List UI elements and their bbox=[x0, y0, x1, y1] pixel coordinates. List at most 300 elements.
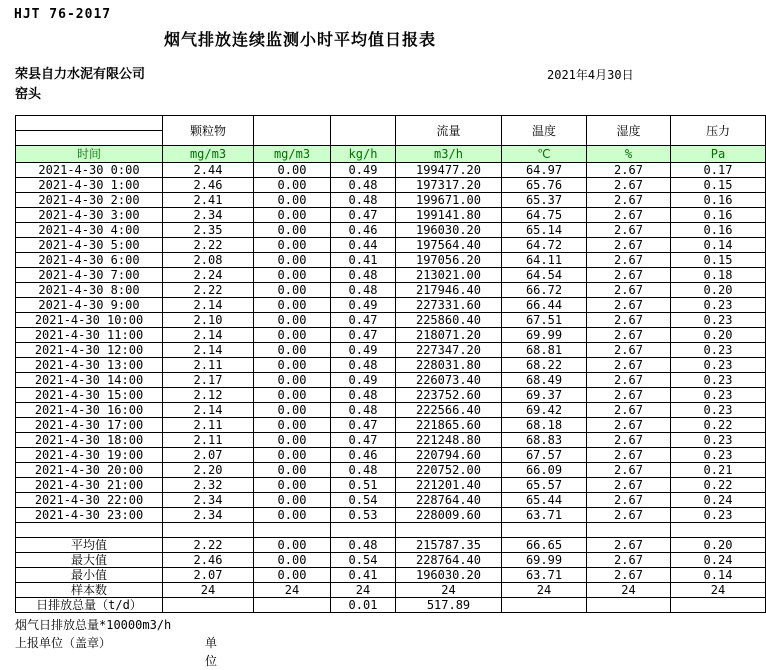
value-cell: 0.15 bbox=[671, 253, 766, 268]
value-cell bbox=[671, 523, 766, 538]
value-cell: 0.23 bbox=[671, 343, 766, 358]
value-cell: 2.11 bbox=[163, 433, 254, 448]
unit-cell-mgm3: mg/m3 bbox=[254, 146, 331, 163]
row-label-cell: 2021-4-30 11:00 bbox=[16, 328, 163, 343]
value-cell: 0.51 bbox=[331, 478, 396, 493]
value-cell: 0.23 bbox=[671, 448, 766, 463]
summary-row bbox=[16, 598, 766, 613]
value-cell bbox=[396, 523, 502, 538]
value-cell: 0.20 bbox=[671, 283, 766, 298]
value-cell bbox=[163, 598, 254, 613]
row-label-cell: 2021-4-30 16:00 bbox=[16, 403, 163, 418]
row-label-cell: 2021-4-30 7:00 bbox=[16, 268, 163, 283]
value-cell: 213021.00 bbox=[396, 268, 502, 283]
value-cell: 0.00 bbox=[254, 508, 331, 523]
value-cell: 228764.40 bbox=[396, 493, 502, 508]
value-cell: 199671.00 bbox=[396, 193, 502, 208]
report-table bbox=[15, 115, 766, 613]
value-cell: 0.53 bbox=[331, 508, 396, 523]
value-cell: 225860.40 bbox=[396, 313, 502, 328]
value-cell: 24 bbox=[671, 583, 766, 598]
value-cell: 2.67 bbox=[587, 178, 671, 193]
value-cell: 2.11 bbox=[163, 358, 254, 373]
value-cell: 0.00 bbox=[254, 358, 331, 373]
value-cell: 66.72 bbox=[502, 283, 587, 298]
value-cell bbox=[502, 523, 587, 538]
value-cell: 199141.80 bbox=[396, 208, 502, 223]
value-cell: 2.22 bbox=[163, 538, 254, 553]
value-cell: 0.00 bbox=[254, 283, 331, 298]
value-cell: 0.00 bbox=[254, 178, 331, 193]
value-cell: 0.22 bbox=[671, 418, 766, 433]
location-name: 窑头 bbox=[15, 87, 42, 102]
value-cell: 68.81 bbox=[502, 343, 587, 358]
value-cell: 2.67 bbox=[587, 448, 671, 463]
value-cell: 2.67 bbox=[587, 163, 671, 178]
value-cell bbox=[331, 523, 396, 538]
value-cell bbox=[254, 598, 331, 613]
summary-row bbox=[16, 538, 766, 553]
value-cell: 0.16 bbox=[671, 223, 766, 238]
value-cell: 66.09 bbox=[502, 463, 587, 478]
row-label-cell: 2021-4-30 13:00 bbox=[16, 358, 163, 373]
value-cell: 2.67 bbox=[587, 358, 671, 373]
value-cell: 0.23 bbox=[671, 388, 766, 403]
value-cell: 228031.80 bbox=[396, 358, 502, 373]
table-row bbox=[16, 208, 766, 223]
row-label-cell bbox=[16, 523, 163, 538]
value-cell: 0.00 bbox=[254, 463, 331, 478]
value-cell: 196030.20 bbox=[396, 223, 502, 238]
value-cell: 2.67 bbox=[587, 193, 671, 208]
row-label-cell: 2021-4-30 6:00 bbox=[16, 253, 163, 268]
value-cell: 0.00 bbox=[254, 253, 331, 268]
value-cell: 0.00 bbox=[254, 343, 331, 358]
table-row bbox=[16, 478, 766, 493]
value-cell: 68.83 bbox=[502, 433, 587, 448]
value-cell: 0.00 bbox=[254, 493, 331, 508]
row-label-cell: 2021-4-30 18:00 bbox=[16, 433, 163, 448]
value-cell: 0.23 bbox=[671, 508, 766, 523]
row-label-cell: 样本数 bbox=[16, 583, 163, 598]
row-label-cell: 2021-4-30 5:00 bbox=[16, 238, 163, 253]
value-cell: 0.23 bbox=[671, 373, 766, 388]
footer-note: 烟气日排放总量*10000m3/h bbox=[15, 618, 172, 632]
summary-row bbox=[16, 553, 766, 568]
unit-cell-celsius: ℃ bbox=[502, 146, 587, 163]
value-cell: 199477.20 bbox=[396, 163, 502, 178]
value-cell: 65.44 bbox=[502, 493, 587, 508]
value-cell: 0.47 bbox=[331, 313, 396, 328]
value-cell: 2.67 bbox=[587, 418, 671, 433]
value-cell: 228009.60 bbox=[396, 508, 502, 523]
row-label-cell: 2021-4-30 9:00 bbox=[16, 298, 163, 313]
value-cell: 0.46 bbox=[331, 223, 396, 238]
value-cell bbox=[502, 598, 587, 613]
value-cell: 0.00 bbox=[254, 373, 331, 388]
value-cell: 63.71 bbox=[502, 568, 587, 583]
value-cell: 0.23 bbox=[671, 433, 766, 448]
row-label-cell: 最小值 bbox=[16, 568, 163, 583]
table-row bbox=[16, 328, 766, 343]
value-cell: 2.67 bbox=[587, 373, 671, 388]
param-header-flow: 流量 bbox=[396, 116, 502, 146]
table-row bbox=[16, 238, 766, 253]
value-cell: 0.54 bbox=[331, 493, 396, 508]
value-cell: 65.76 bbox=[502, 178, 587, 193]
param-header-particulate: 颗粒物 bbox=[163, 116, 254, 146]
value-cell: 0.48 bbox=[331, 193, 396, 208]
value-cell: 24 bbox=[163, 583, 254, 598]
value-cell: 24 bbox=[254, 583, 331, 598]
value-cell: 68.22 bbox=[502, 358, 587, 373]
page-title: 烟气排放连续监测小时平均值日报表 bbox=[163, 30, 436, 49]
table-row bbox=[16, 403, 766, 418]
value-cell: 2.46 bbox=[163, 178, 254, 193]
value-cell: 0.48 bbox=[331, 463, 396, 478]
row-label-cell: 2021-4-30 0:00 bbox=[16, 163, 163, 178]
param-header-temperature: 温度 bbox=[502, 116, 587, 146]
value-cell: 67.57 bbox=[502, 448, 587, 463]
value-cell: 0.47 bbox=[331, 328, 396, 343]
value-cell: 0.01 bbox=[331, 598, 396, 613]
table-row bbox=[16, 388, 766, 403]
value-cell: 2.67 bbox=[587, 343, 671, 358]
param-header-row bbox=[16, 116, 766, 131]
company-name: 荣县自力水泥有限公司 bbox=[15, 67, 146, 82]
value-cell: 0.21 bbox=[671, 463, 766, 478]
unit-cell-kgh: kg/h bbox=[331, 146, 396, 163]
value-cell: 2.22 bbox=[163, 283, 254, 298]
value-cell: 2.67 bbox=[587, 388, 671, 403]
value-cell: 517.89 bbox=[396, 598, 502, 613]
value-cell: 24 bbox=[396, 583, 502, 598]
value-cell: 65.37 bbox=[502, 193, 587, 208]
value-cell: 65.57 bbox=[502, 478, 587, 493]
value-cell: 66.44 bbox=[502, 298, 587, 313]
value-cell: 0.00 bbox=[254, 313, 331, 328]
table-row bbox=[16, 283, 766, 298]
table-row bbox=[16, 223, 766, 238]
value-cell: 0.00 bbox=[254, 193, 331, 208]
row-label-cell: 2021-4-30 23:00 bbox=[16, 508, 163, 523]
table-row bbox=[16, 358, 766, 373]
value-cell: 222566.40 bbox=[396, 403, 502, 418]
value-cell: 223752.60 bbox=[396, 388, 502, 403]
value-cell: 0.41 bbox=[331, 253, 396, 268]
corner-cell-bottom bbox=[16, 131, 163, 146]
row-label-cell: 2021-4-30 2:00 bbox=[16, 193, 163, 208]
unit-cell-particulate-mgm3: mg/m3 bbox=[163, 146, 254, 163]
report-unit-label: 上报单位（盖章） bbox=[15, 636, 112, 650]
value-cell: 2.67 bbox=[587, 298, 671, 313]
value-cell: 69.37 bbox=[502, 388, 587, 403]
value-cell: 24 bbox=[502, 583, 587, 598]
value-cell: 0.18 bbox=[671, 268, 766, 283]
value-cell: 2.67 bbox=[587, 328, 671, 343]
value-cell: 64.54 bbox=[502, 268, 587, 283]
row-label-cell: 2021-4-30 21:00 bbox=[16, 478, 163, 493]
param-header-blank-1 bbox=[254, 116, 331, 146]
value-cell: 0.16 bbox=[671, 193, 766, 208]
row-label-cell: 2021-4-30 17:00 bbox=[16, 418, 163, 433]
value-cell: 0.17 bbox=[671, 163, 766, 178]
value-cell: 197056.20 bbox=[396, 253, 502, 268]
value-cell: 0.47 bbox=[331, 418, 396, 433]
value-cell: 2.67 bbox=[587, 508, 671, 523]
value-cell: 2.11 bbox=[163, 418, 254, 433]
value-cell: 0.49 bbox=[331, 343, 396, 358]
value-cell: 0.24 bbox=[671, 553, 766, 568]
value-cell: 0.23 bbox=[671, 403, 766, 418]
param-header-humidity: 湿度 bbox=[587, 116, 671, 146]
table-row bbox=[16, 493, 766, 508]
value-cell: 2.67 bbox=[587, 463, 671, 478]
value-cell: 0.16 bbox=[671, 208, 766, 223]
value-cell: 0.00 bbox=[254, 223, 331, 238]
value-cell: 66.65 bbox=[502, 538, 587, 553]
value-cell: 2.17 bbox=[163, 373, 254, 388]
value-cell: 0.46 bbox=[331, 448, 396, 463]
value-cell bbox=[587, 598, 671, 613]
value-cell: 2.67 bbox=[587, 553, 671, 568]
summary-row bbox=[16, 583, 766, 598]
value-cell bbox=[587, 523, 671, 538]
value-cell: 69.99 bbox=[502, 328, 587, 343]
value-cell: 0.00 bbox=[254, 478, 331, 493]
table-row bbox=[16, 433, 766, 448]
value-cell: 0.22 bbox=[671, 478, 766, 493]
value-cell: 221865.60 bbox=[396, 418, 502, 433]
value-cell: 0.00 bbox=[254, 328, 331, 343]
value-cell: 227331.60 bbox=[396, 298, 502, 313]
value-cell: 68.18 bbox=[502, 418, 587, 433]
table-row bbox=[16, 178, 766, 193]
table-row bbox=[16, 253, 766, 268]
value-cell: 197564.40 bbox=[396, 238, 502, 253]
row-label-cell: 2021-4-30 20:00 bbox=[16, 463, 163, 478]
value-cell: 2.34 bbox=[163, 208, 254, 223]
value-cell: 2.67 bbox=[587, 493, 671, 508]
value-cell: 0.23 bbox=[671, 298, 766, 313]
value-cell: 0.20 bbox=[671, 538, 766, 553]
value-cell: 0.47 bbox=[331, 433, 396, 448]
table-row bbox=[16, 343, 766, 358]
value-cell: 0.23 bbox=[671, 358, 766, 373]
value-cell: 226073.40 bbox=[396, 373, 502, 388]
value-cell bbox=[163, 523, 254, 538]
value-cell: 2.32 bbox=[163, 478, 254, 493]
value-cell: 0.48 bbox=[331, 403, 396, 418]
value-cell: 0.48 bbox=[331, 268, 396, 283]
value-cell: 2.67 bbox=[587, 403, 671, 418]
value-cell: 24 bbox=[587, 583, 671, 598]
value-cell: 0.49 bbox=[331, 163, 396, 178]
value-cell: 0.48 bbox=[331, 358, 396, 373]
value-cell: 0.20 bbox=[671, 328, 766, 343]
value-cell: 2.14 bbox=[163, 343, 254, 358]
value-cell: 0.00 bbox=[254, 163, 331, 178]
value-cell: 196030.20 bbox=[396, 568, 502, 583]
value-cell: 0.00 bbox=[254, 208, 331, 223]
value-cell: 2.44 bbox=[163, 163, 254, 178]
value-cell: 0.15 bbox=[671, 178, 766, 193]
table-body bbox=[16, 163, 766, 613]
value-cell: 64.11 bbox=[502, 253, 587, 268]
empty-row bbox=[16, 523, 766, 538]
value-cell: 0.44 bbox=[331, 238, 396, 253]
value-cell: 2.67 bbox=[587, 223, 671, 238]
row-label-cell: 2021-4-30 4:00 bbox=[16, 223, 163, 238]
table-row bbox=[16, 193, 766, 208]
value-cell: 0.23 bbox=[671, 313, 766, 328]
value-cell: 69.99 bbox=[502, 553, 587, 568]
value-cell: 64.72 bbox=[502, 238, 587, 253]
time-header-cell: 时间 bbox=[16, 146, 163, 163]
value-cell: 2.24 bbox=[163, 268, 254, 283]
row-label-cell: 2021-4-30 8:00 bbox=[16, 283, 163, 298]
value-cell: 0.24 bbox=[671, 493, 766, 508]
value-cell: 0.47 bbox=[331, 208, 396, 223]
value-cell: 2.07 bbox=[163, 448, 254, 463]
value-cell: 2.10 bbox=[163, 313, 254, 328]
table-row bbox=[16, 373, 766, 388]
value-cell: 64.97 bbox=[502, 163, 587, 178]
table-row bbox=[16, 313, 766, 328]
value-cell: 0.48 bbox=[331, 178, 396, 193]
table-row bbox=[16, 163, 766, 178]
table-row bbox=[16, 298, 766, 313]
value-cell: 2.22 bbox=[163, 238, 254, 253]
value-cell: 0.14 bbox=[671, 238, 766, 253]
value-cell bbox=[671, 598, 766, 613]
unit-label: 单位 bbox=[205, 636, 218, 668]
value-cell: 0.48 bbox=[331, 283, 396, 298]
param-header-blank-2 bbox=[331, 116, 396, 146]
value-cell: 221201.40 bbox=[396, 478, 502, 493]
value-cell: 63.71 bbox=[502, 508, 587, 523]
summary-row bbox=[16, 568, 766, 583]
row-label-cell: 2021-4-30 12:00 bbox=[16, 343, 163, 358]
value-cell: 2.34 bbox=[163, 493, 254, 508]
value-cell: 0.00 bbox=[254, 298, 331, 313]
corner-cell-top bbox=[16, 116, 163, 131]
value-cell: 0.41 bbox=[331, 568, 396, 583]
value-cell: 2.46 bbox=[163, 553, 254, 568]
value-cell: 2.14 bbox=[163, 328, 254, 343]
row-label-cell: 2021-4-30 19:00 bbox=[16, 448, 163, 463]
unit-cell-pa: Pa bbox=[671, 146, 766, 163]
value-cell: 0.00 bbox=[254, 403, 331, 418]
table-row bbox=[16, 418, 766, 433]
value-cell: 2.67 bbox=[587, 433, 671, 448]
value-cell: 0.00 bbox=[254, 268, 331, 283]
value-cell: 228764.40 bbox=[396, 553, 502, 568]
table-row bbox=[16, 508, 766, 523]
value-cell: 0.00 bbox=[254, 568, 331, 583]
units-row bbox=[16, 146, 766, 163]
value-cell: 2.08 bbox=[163, 253, 254, 268]
row-label-cell: 2021-4-30 3:00 bbox=[16, 208, 163, 223]
value-cell: 67.51 bbox=[502, 313, 587, 328]
row-label-cell: 最大值 bbox=[16, 553, 163, 568]
value-cell bbox=[254, 523, 331, 538]
value-cell: 2.67 bbox=[587, 253, 671, 268]
value-cell: 0.48 bbox=[331, 388, 396, 403]
value-cell: 68.49 bbox=[502, 373, 587, 388]
value-cell: 0.49 bbox=[331, 298, 396, 313]
table-row bbox=[16, 448, 766, 463]
value-cell: 215787.35 bbox=[396, 538, 502, 553]
footer bbox=[15, 616, 218, 668]
param-header-pressure: 压力 bbox=[671, 116, 766, 146]
row-label-cell: 2021-4-30 10:00 bbox=[16, 313, 163, 328]
value-cell: 2.67 bbox=[587, 208, 671, 223]
value-cell: 0.00 bbox=[254, 553, 331, 568]
value-cell: 0.00 bbox=[254, 238, 331, 253]
unit-cell-m3h: m3/h bbox=[396, 146, 502, 163]
value-cell: 0.48 bbox=[331, 538, 396, 553]
value-cell: 2.12 bbox=[163, 388, 254, 403]
row-label-cell: 2021-4-30 22:00 bbox=[16, 493, 163, 508]
value-cell: 2.67 bbox=[587, 478, 671, 493]
value-cell: 0.49 bbox=[331, 373, 396, 388]
value-cell: 220752.00 bbox=[396, 463, 502, 478]
value-cell: 65.14 bbox=[502, 223, 587, 238]
value-cell: 2.67 bbox=[587, 283, 671, 298]
doc-code: HJT 76-2017 bbox=[14, 7, 112, 22]
table-row bbox=[16, 268, 766, 283]
value-cell: 217946.40 bbox=[396, 283, 502, 298]
value-cell: 69.42 bbox=[502, 403, 587, 418]
report-date: 2021年4月30日 bbox=[547, 68, 634, 82]
value-cell: 24 bbox=[331, 583, 396, 598]
value-cell: 218071.20 bbox=[396, 328, 502, 343]
value-cell: 2.67 bbox=[587, 568, 671, 583]
value-cell: 0.54 bbox=[331, 553, 396, 568]
row-label-cell: 2021-4-30 14:00 bbox=[16, 373, 163, 388]
value-cell: 0.14 bbox=[671, 568, 766, 583]
value-cell: 2.35 bbox=[163, 223, 254, 238]
value-cell: 2.67 bbox=[587, 313, 671, 328]
value-cell: 0.00 bbox=[254, 388, 331, 403]
row-label-cell: 2021-4-30 15:00 bbox=[16, 388, 163, 403]
value-cell: 220794.60 bbox=[396, 448, 502, 463]
value-cell: 0.00 bbox=[254, 538, 331, 553]
value-cell: 2.07 bbox=[163, 568, 254, 583]
value-cell: 227347.20 bbox=[396, 343, 502, 358]
value-cell: 2.14 bbox=[163, 403, 254, 418]
row-label-cell: 平均值 bbox=[16, 538, 163, 553]
value-cell: 0.00 bbox=[254, 448, 331, 463]
value-cell: 2.67 bbox=[587, 268, 671, 283]
value-cell: 2.67 bbox=[587, 238, 671, 253]
row-label-cell: 2021-4-30 1:00 bbox=[16, 178, 163, 193]
value-cell: 197317.20 bbox=[396, 178, 502, 193]
row-label-cell: 日排放总量（t/d） bbox=[16, 598, 163, 613]
value-cell: 0.00 bbox=[254, 418, 331, 433]
value-cell: 2.34 bbox=[163, 508, 254, 523]
unit-cell-percent: % bbox=[587, 146, 671, 163]
value-cell: 0.00 bbox=[254, 433, 331, 448]
table-row bbox=[16, 463, 766, 478]
value-cell: 2.14 bbox=[163, 298, 254, 313]
value-cell: 2.20 bbox=[163, 463, 254, 478]
value-cell: 2.41 bbox=[163, 193, 254, 208]
value-cell: 221248.80 bbox=[396, 433, 502, 448]
value-cell: 64.75 bbox=[502, 208, 587, 223]
value-cell: 2.67 bbox=[587, 538, 671, 553]
